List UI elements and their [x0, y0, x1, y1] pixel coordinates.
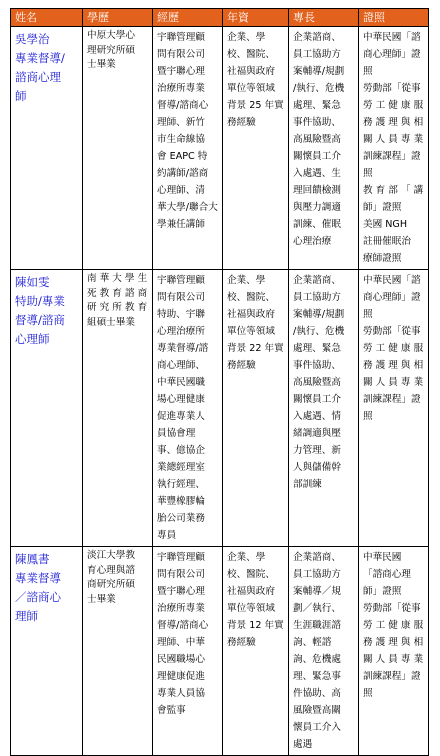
expertise-line: /執行、危機 [293, 326, 345, 337]
expertise-line: 處理、緊急 [293, 343, 341, 354]
expertise-line: 事件協助、 [293, 360, 341, 371]
licenses-line: 務 護 理 與 相 [363, 117, 424, 128]
licenses-line: 勞動部「從事 [363, 603, 421, 614]
education-line: 商研究所碩 [87, 579, 135, 590]
cell-expertise [289, 27, 359, 270]
seniority-line: 務經驗 [227, 117, 256, 128]
expertise-line: 入處遇、情 [293, 411, 341, 422]
expertise-line: 高風險暨高 [293, 377, 341, 388]
expertise-line: 案輔導/規劃 [293, 309, 345, 320]
experience-line: 會監事 [157, 705, 186, 716]
experience-line: 促進專業人 [157, 411, 205, 422]
cell-education [83, 270, 153, 547]
licenses-line: 照 [363, 411, 373, 422]
seniority-line: 單位等領域 [227, 326, 275, 337]
experience-line: 華大學/聯合大 [157, 202, 218, 213]
experience-line: 治療所專業 [157, 83, 205, 94]
expertise-line: 理回饋檢測 [293, 185, 341, 196]
licenses-line: 照 [363, 688, 373, 699]
name-line: 陳如雯 [15, 275, 50, 289]
header-seniority: 年資 [223, 9, 289, 27]
licenses-line: 訓練課程」證 [363, 394, 421, 405]
expertise-line: 詢、危機處 [293, 654, 341, 665]
expertise-line: 件協助、高 [293, 688, 341, 699]
cell-seniority [223, 27, 289, 270]
licenses-line: 「諮商心理 [363, 569, 411, 580]
seniority-line: 校、醫院、 [227, 49, 275, 60]
name-line: 專業督導 [15, 571, 61, 585]
licenses-line: 中華民國 [363, 552, 402, 563]
seniority-line: 社福與政府 [227, 66, 275, 77]
expertise-line: 與壓力調適 [293, 202, 341, 213]
cell-experience [153, 27, 223, 270]
experience-line: 學兼任講師 [157, 219, 205, 230]
experience-line: 治療所專業 [157, 603, 205, 614]
seniority-line: 務經驗 [227, 360, 256, 371]
licenses-line: 照 [363, 309, 373, 320]
experience-line: 理師、中華 [157, 637, 205, 648]
education-line: 研 究 所 教 育 [87, 302, 148, 313]
licenses-line: 商心理師」證 [363, 49, 421, 60]
expertise-line: 緒調適與壓 [293, 428, 341, 439]
expertise-line: 生涯職涯諮 [293, 620, 341, 631]
expertise-line: 員工協助方 [293, 292, 341, 303]
seniority-line: 社福與政府 [227, 309, 275, 320]
education-line: 組碩士畢業 [87, 316, 135, 328]
experience-line: 問有限公司 [157, 49, 205, 60]
licenses-line: 師」證照 [363, 202, 402, 213]
seniority-line: 背景 12 年實 [227, 620, 284, 631]
cell-seniority [223, 270, 289, 547]
experience-line: 員協會理 [157, 428, 196, 439]
cell-licenses [359, 270, 429, 547]
seniority-line: 企業、學 [227, 275, 266, 286]
cell-name [11, 270, 83, 547]
experience-line: 業總經理室 [157, 462, 205, 473]
cell-education [83, 27, 153, 270]
education-line: 理研究所碩 [87, 44, 135, 56]
experience-line: 執行經理、 [157, 479, 205, 490]
licenses-line: 務 護 理 與 相 [363, 360, 424, 371]
header-licenses: 證照 [359, 9, 429, 27]
experience-line: 約講師/諮商 [157, 168, 209, 179]
expertise-line: 關懷員工介 [293, 394, 341, 405]
licenses-line: 關 人 員 專 業 [363, 377, 424, 388]
experience-line: 宇聯管理顧 [157, 275, 205, 286]
name-line: ／諮商心 [15, 590, 61, 604]
expertise-line: 訓練、催眠 [293, 219, 341, 230]
licenses-line: 關 人 員 專 業 [363, 134, 424, 145]
experience-line: 理健康促進 [157, 671, 205, 682]
experience-line: 市生命線協 [157, 134, 205, 145]
licenses-line: 訓練課程」證 [363, 151, 421, 162]
experience-line: 暨宇聯心理 [157, 66, 205, 77]
expertise-line: 案輔導／規 [293, 586, 341, 597]
education-line: 南 華 大 學 生 [87, 273, 148, 284]
experience-line: 問有限公司 [157, 292, 205, 303]
expertise-line: 人與儲備幹 [293, 462, 341, 473]
experience-line: 事、億協企 [157, 445, 205, 456]
licenses-line: 勞 工 健 康 服 [363, 343, 424, 354]
licenses-line: 中華民國「諮 [363, 32, 421, 43]
licenses-line: 務 護 理 與 相 [363, 637, 424, 648]
header-expertise: 專長 [289, 9, 359, 27]
experience-line: 暨宇聯心理 [157, 586, 205, 597]
table-row [11, 547, 429, 756]
experience-line: 宇聯管理顧 [157, 32, 205, 43]
name-line: 特助/專業 [15, 294, 65, 308]
experience-line: 民國職場心 [157, 654, 205, 665]
experience-line: 督導/諮商心 [157, 620, 209, 631]
experience-line: 中華民國職 [157, 377, 205, 388]
seniority-line: 企業、學 [227, 32, 266, 43]
expertise-line: 處理、緊急 [293, 100, 341, 111]
expertise-line: 力管理、新 [293, 445, 341, 456]
education-line: 死 教 育 諮 商 [87, 287, 148, 299]
licenses-line: 商心理師」證 [363, 292, 421, 303]
licenses-line: 訓練課程」證 [363, 671, 421, 682]
experience-line: 商心理師、 [157, 360, 205, 371]
cell-education [83, 547, 153, 756]
expertise-line: /執行、危機 [293, 83, 345, 94]
cell-licenses [359, 547, 429, 756]
expertise-line: 風險暨高關 [293, 705, 341, 716]
seniority-line: 背景 22 年實 [227, 343, 284, 354]
name-line: 理師 [15, 609, 38, 623]
experience-line: 華豐橡膠輪 [157, 496, 205, 507]
seniority-line: 企業、學 [227, 552, 266, 563]
cell-seniority [223, 547, 289, 756]
expertise-line: 關懷員工介 [293, 151, 341, 162]
licenses-line: 勞 工 健 康 服 [363, 100, 424, 111]
licenses-line: 教 育 部 「 講 [363, 185, 424, 196]
experience-line: 心理治療所 [157, 326, 205, 337]
cell-expertise [289, 270, 359, 547]
seniority-line: 社福與政府 [227, 586, 275, 597]
seniority-line: 務經驗 [227, 637, 256, 648]
expertise-line: 懷員工介入 [293, 722, 341, 733]
licenses-line: 勞動部「從事 [363, 83, 421, 94]
licenses-line: 照 [363, 66, 373, 77]
header-experience: 經歷 [153, 9, 223, 27]
name-line: 專業督導/ [15, 51, 65, 65]
expertise-line: 事件協助、 [293, 117, 341, 128]
seniority-line: 校、醫院、 [227, 292, 275, 303]
licenses-line: 照 [363, 168, 373, 179]
name-line: 諮商心理 [15, 70, 61, 84]
seniority-line: 背景 25 年實 [227, 100, 284, 111]
expertise-line: 處遇 [293, 739, 313, 750]
education-line: 士畢業 [87, 59, 116, 70]
expertise-line: 案輔導/規劃 [293, 66, 345, 77]
cell-experience [153, 270, 223, 547]
header-row [11, 9, 429, 27]
licenses-line: 中華民國「諮 [363, 275, 421, 286]
seniority-line: 單位等領域 [227, 83, 275, 94]
expertise-line: 企業諮商、 [293, 552, 341, 563]
header-name: 姓名 [11, 9, 83, 27]
expertise-line: 高風險暨高 [293, 134, 341, 145]
expertise-line: 入處遇、生 [293, 168, 341, 179]
licenses-line: 師」證照 [363, 586, 402, 597]
cell-name [11, 27, 83, 270]
cell-expertise [289, 547, 359, 756]
experience-line: 問有限公司 [157, 569, 205, 580]
name-line: 吳學治 [15, 32, 50, 46]
expertise-line: 詢、輕諮 [293, 637, 332, 648]
licenses-line: 關 人 員 專 業 [363, 654, 424, 665]
experience-line: 專員 [157, 530, 177, 541]
cell-experience [153, 547, 223, 756]
table-body [11, 27, 429, 756]
education-line: 中原大學心 [87, 30, 135, 41]
experience-line: 宇聯管理顧 [157, 552, 205, 563]
expertise-line: 理、緊急事 [293, 671, 341, 682]
name-line: 陳鳳書 [15, 552, 50, 566]
experience-line: 場心理健康 [157, 394, 205, 405]
expertise-line: 部訓練 [293, 479, 322, 490]
name-line: 師 [15, 89, 27, 103]
expertise-line: 員工協助方 [293, 569, 341, 580]
education-line: 淡江大學教 [87, 550, 135, 561]
name-line: 心理師 [15, 332, 50, 346]
header-education: 學歷 [83, 9, 153, 27]
table-row [11, 27, 429, 270]
experience-line: 專業督導/諮 [157, 343, 209, 354]
expertise-line: 劃／執行、 [293, 603, 341, 614]
experience-line: 胎公司業務 [157, 513, 205, 524]
name-line: 督導/諮商 [15, 313, 65, 327]
expertise-line: 員工協助方 [293, 49, 341, 60]
licenses-line: 註冊催眠治 [363, 236, 411, 247]
experience-line: 會 EAPC 特 [157, 151, 208, 162]
seniority-line: 單位等領域 [227, 603, 275, 614]
experience-line: 特助、宇聯 [157, 309, 205, 320]
cell-name [11, 547, 83, 756]
staff-table [10, 8, 429, 756]
expertise-line: 企業諮商、 [293, 32, 341, 43]
expertise-line: 心理治療 [293, 236, 332, 247]
licenses-line: 療師證照 [363, 253, 402, 264]
licenses-line: 勞動部「從事 [363, 326, 421, 337]
seniority-line: 校、醫院、 [227, 569, 275, 580]
licenses-line: 勞 工 健 康 服 [363, 620, 424, 631]
table-row [11, 270, 429, 547]
education-line: 育心理與諮 [87, 564, 135, 576]
cell-licenses [359, 27, 429, 270]
expertise-line: 企業諮商、 [293, 275, 341, 286]
licenses-line: 美國 NGH [363, 219, 408, 230]
experience-line: 心理師、清 [157, 185, 205, 196]
experience-line: 理師、新竹 [157, 117, 205, 128]
education-line: 士畢業 [87, 593, 116, 605]
experience-line: 專業人員協 [157, 688, 205, 699]
experience-line: 督導/諮商心 [157, 100, 209, 111]
